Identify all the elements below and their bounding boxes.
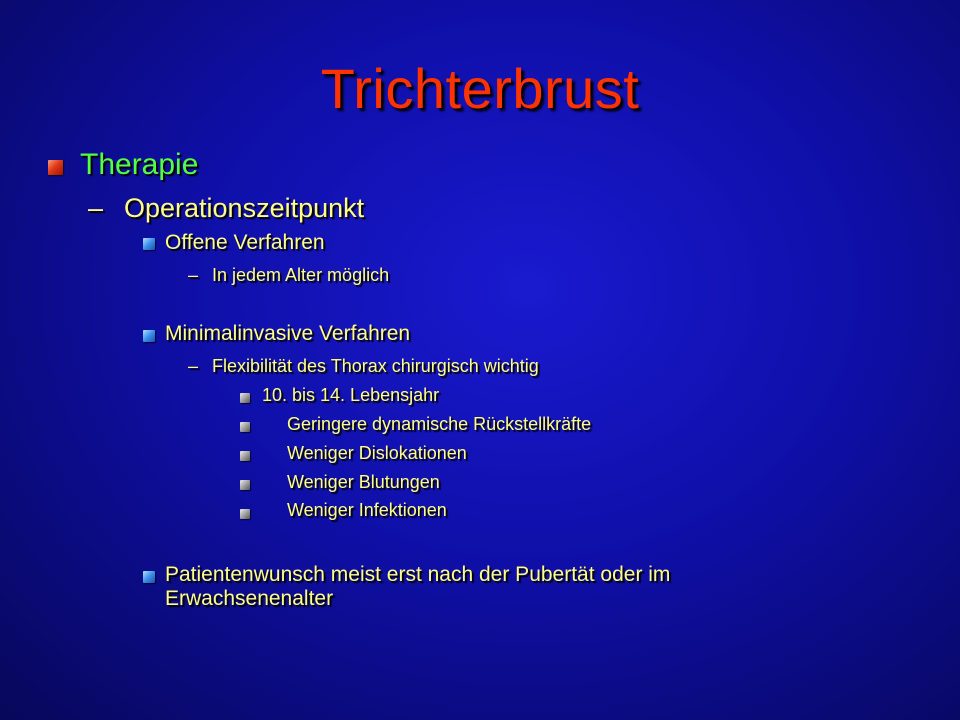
bullet-rueckstellkraefte: Geringere dynamische Rückstellkräfte — [287, 414, 592, 434]
blue-square-bullet-icon — [143, 571, 155, 583]
slide-title: Trichterbrust — [320, 57, 640, 120]
section-patientenwunsch-line2: Erwachsenenalter — [165, 587, 334, 610]
item-jedem-alter: In jedem Alter möglich — [212, 265, 390, 285]
item-flexibilitaet: Flexibilität des Thorax chirurgisch wichtig — [212, 356, 539, 376]
red-square-bullet-icon — [48, 160, 63, 175]
bullet-dislokationen: Weniger Dislokationen — [287, 443, 467, 463]
bullet-lebensjahr: 10. bis 14. Lebensjahr — [262, 385, 440, 405]
gray-square-bullet-icon — [240, 451, 250, 461]
dash-marker: – — [188, 356, 199, 376]
dash-marker: – — [88, 193, 104, 223]
gray-square-bullet-icon — [240, 480, 250, 490]
section-offene-verfahren: Offene Verfahren — [165, 231, 325, 254]
bullet-infektionen: Weniger Infektionen — [287, 500, 447, 520]
gray-square-bullet-icon — [240, 422, 250, 432]
gray-square-bullet-icon — [240, 509, 250, 519]
bullet-blutungen: Weniger Blutungen — [287, 472, 440, 492]
blue-square-bullet-icon — [143, 238, 155, 250]
dash-marker: – — [188, 265, 199, 285]
gray-square-bullet-icon — [240, 393, 250, 403]
section-patientenwunsch-line1: Patientenwunsch meist erst nach der Pubertät oder im — [165, 563, 671, 586]
blue-square-bullet-icon — [143, 330, 155, 342]
heading-therapie: Therapie — [80, 148, 199, 181]
section-minimalinvasive: Minimalinvasive Verfahren — [165, 322, 411, 345]
subheading-operationszeitpunkt: Operationszeitpunkt — [124, 193, 365, 223]
